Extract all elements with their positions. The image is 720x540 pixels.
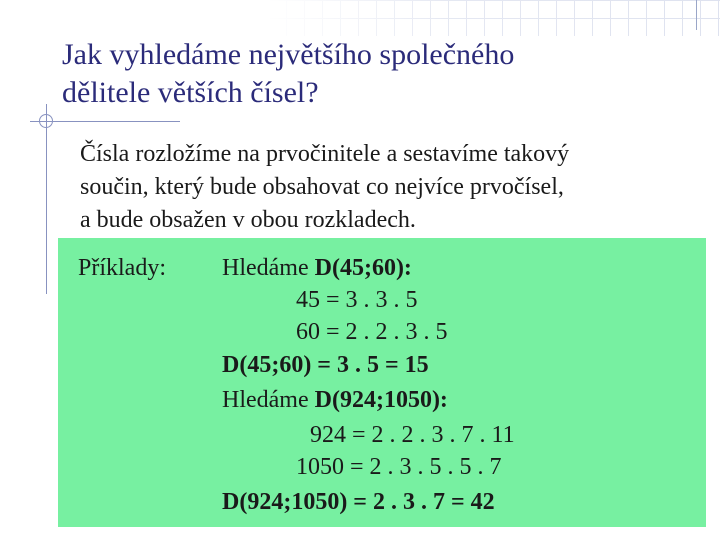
example-2-factorization-1: 924 = 2 . 2 . 3 . 7 . 11 — [310, 422, 515, 448]
intro-line-1: Čísla rozložíme na prvočinitele a sestavíme takový — [80, 141, 570, 167]
example-1-factorization-2: 60 = 2 . 2 . 3 . 5 — [296, 319, 448, 345]
intro-line-2: součin, který bude obsahovat co nejvíce prvočísel, — [80, 174, 564, 200]
decorative-crosshair-circle — [39, 114, 53, 128]
example-1-target: D(45;60): — [314, 255, 412, 281]
example-2-intro: Hledáme — [222, 387, 315, 413]
example-1-factorization-1: 45 = 3 . 3 . 5 — [296, 287, 418, 313]
example-1-result: D(45;60) = 3 . 5 = 15 — [222, 352, 429, 378]
slide-title — [62, 36, 702, 112]
example-1-intro: Hledáme — [222, 255, 315, 281]
example-2-heading — [222, 384, 448, 416]
decorative-grid-fade — [268, 0, 720, 36]
intro-paragraph — [80, 138, 700, 237]
slide-title-line-1: Jak vyhledáme největšího společného — [62, 38, 515, 71]
examples-label: Příklady: — [78, 255, 166, 281]
example-2-factorization-2: 1050 = 2 . 3 . 5 . 5 . 7 — [296, 454, 502, 480]
intro-line-3: a bude obsažen v obou rozkladech. — [80, 207, 416, 233]
slide-title-line-2: dělitele větších čísel? — [62, 76, 319, 109]
decorative-crosshair-vertical — [46, 104, 47, 294]
example-2-target: D(924;1050): — [314, 387, 448, 413]
example-1-heading — [222, 252, 412, 284]
decorative-line — [696, 0, 697, 30]
example-2-result: D(924;1050) = 2 . 3 . 7 = 42 — [222, 489, 495, 515]
